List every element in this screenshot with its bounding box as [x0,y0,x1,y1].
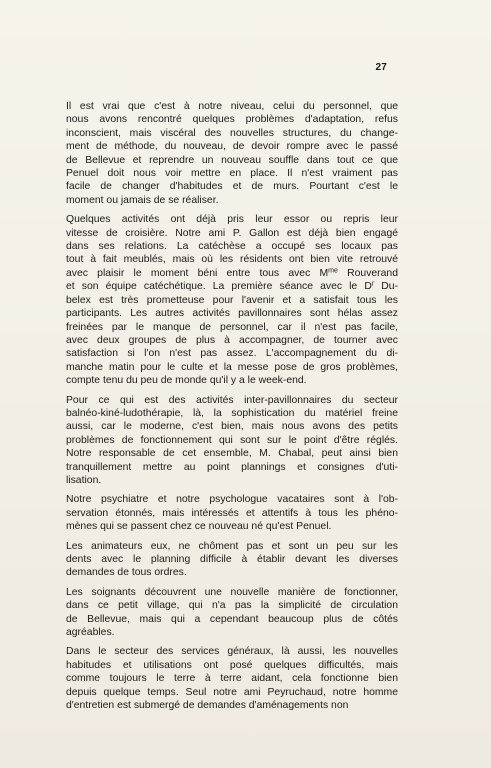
text-line: avec deux groupes de plus à accompagner, de tourner avec [66,334,398,346]
text-line: dans ce petit village, qui n'a pas la simplicité de circulation [66,600,398,612]
paragraph [66,645,398,712]
text-line: de Bellevue, mais qui a cependant beaucoup plus de côtés [66,613,398,625]
text-line: mènes qui se passent chez ce nouveau né qu'est Penuel. [66,521,332,533]
superscript: me [328,267,338,275]
text-line: Quelques activités ont déjà pris leur essor ou repris leur [66,214,398,226]
text-line: Dans le secteur des services généraux, là aussi, les nouvelles [66,646,398,658]
paragraph [66,213,398,387]
text-line: Notre responsable de cet ensemble, M. Chabal, peut ainsi bien [66,448,398,460]
text-line: dents avec le planning difficile à établir devant les diverses [66,554,398,565]
text-line: tout à fait meublés, mais où les résidents ont bien vite retrouvé [66,254,398,266]
body-text [66,100,398,718]
text-line: d'entretien est submergé de demandes d'aménagements non [66,700,349,712]
text-line: Il est vrai que c'est à notre niveau, celui du personnel, que [66,101,398,112]
superscript: r [371,280,375,288]
text-line: compte tenu du peu de monde qu'il y a le week-end. [66,375,307,387]
text-line: inconscient, mais viscéral des nouvelles structures, du change- [66,127,398,139]
text-line: vitesse de croisière. Notre ami P. Gallon est déjà bien engagé [66,227,398,239]
text-line: comme toujours le terre à terre aidant, cela fonctionne bien [66,673,398,685]
text-line: lisation. [66,474,102,486]
text-line: de Bellevue et reprendre un nouveau souffle dans tout ce que [66,154,398,166]
text-line: belex est très prometteuse pour l'avenir et a satisfait tous les [66,294,398,306]
page-number: 27 [375,62,387,73]
text-line: demandes de tous ordres. [66,567,187,579]
text-line: tranquillement mettre au point plannings et consignes d'uti- [66,461,398,473]
paragraph [66,493,398,533]
text-line: balnéo-kiné-ludothérapie, là, la sophistication du matériel freine [66,407,398,419]
text-line: Notre psychiatre et notre psychologue vacataires sont à l'ob- [66,494,398,506]
text-line: problèmes de fonctionnement qui sont sur le point d'être réglés. [66,434,398,446]
text-line: agréables. [66,627,115,639]
text-line: satisfaction si l'on n'est pas assez. L'accompagnement du di- [66,348,398,360]
text-line: ment de méthode, du nouveau, de devoir rompre avec le passé [66,141,398,153]
text-line: et son équipe catéchétique. La première séance avec le $D^r$ Du- [66,280,399,293]
text-line: manche matin pour le culte et la messe pose de gros problèmes, [66,361,398,373]
text-line: avec plaisir le moment béni entre tous avec $M^{me}$ Rouverand [66,267,398,279]
paragraph [66,100,398,207]
text-line: dans ses relations. La catéchèse a occupé ses locaux pas [66,241,398,253]
text-line: habitudes et utilisations ont posé quelques difficultés, mais [66,659,398,671]
text-line: Les soignants découvrent une nouvelle manière de fonctionner, [66,586,398,598]
text-line: Penuel doit nous voir mettre en place. Il n'est vraiment pas [66,168,398,180]
text-line: facile de changer d'habitudes et de murs. Pourtant c'est le [66,181,398,193]
paragraph [66,394,398,488]
text-line: freinées par le manque de personnel, car il n'est pas facile, [66,321,398,333]
text-line: aussi, car le moderne, c'est bien, mais nous avons des petits [66,421,398,433]
paragraph [66,540,398,580]
paragraph [66,586,398,640]
text-line: depuis quelque temps. Seul notre ami Peyruchaud, notre homme [66,686,398,698]
text-line: nous avons rencontré quelques problèmes d'adaptation, refus [66,114,398,126]
text-line: Les animateurs eux, ne chôment pas et sont un peu sur les [66,540,398,552]
text-line: Pour ce qui est des activités inter-pavillonnaires du secteur [66,394,398,406]
text-line: participants. Les autres activités pavillonnaires sont hélas assez [66,308,398,320]
text-line: moment ou jamais de se réaliser. [66,194,219,206]
text-line: servation étonnés, mais intéressés et attentifs à tous les phéno- [66,507,398,519]
